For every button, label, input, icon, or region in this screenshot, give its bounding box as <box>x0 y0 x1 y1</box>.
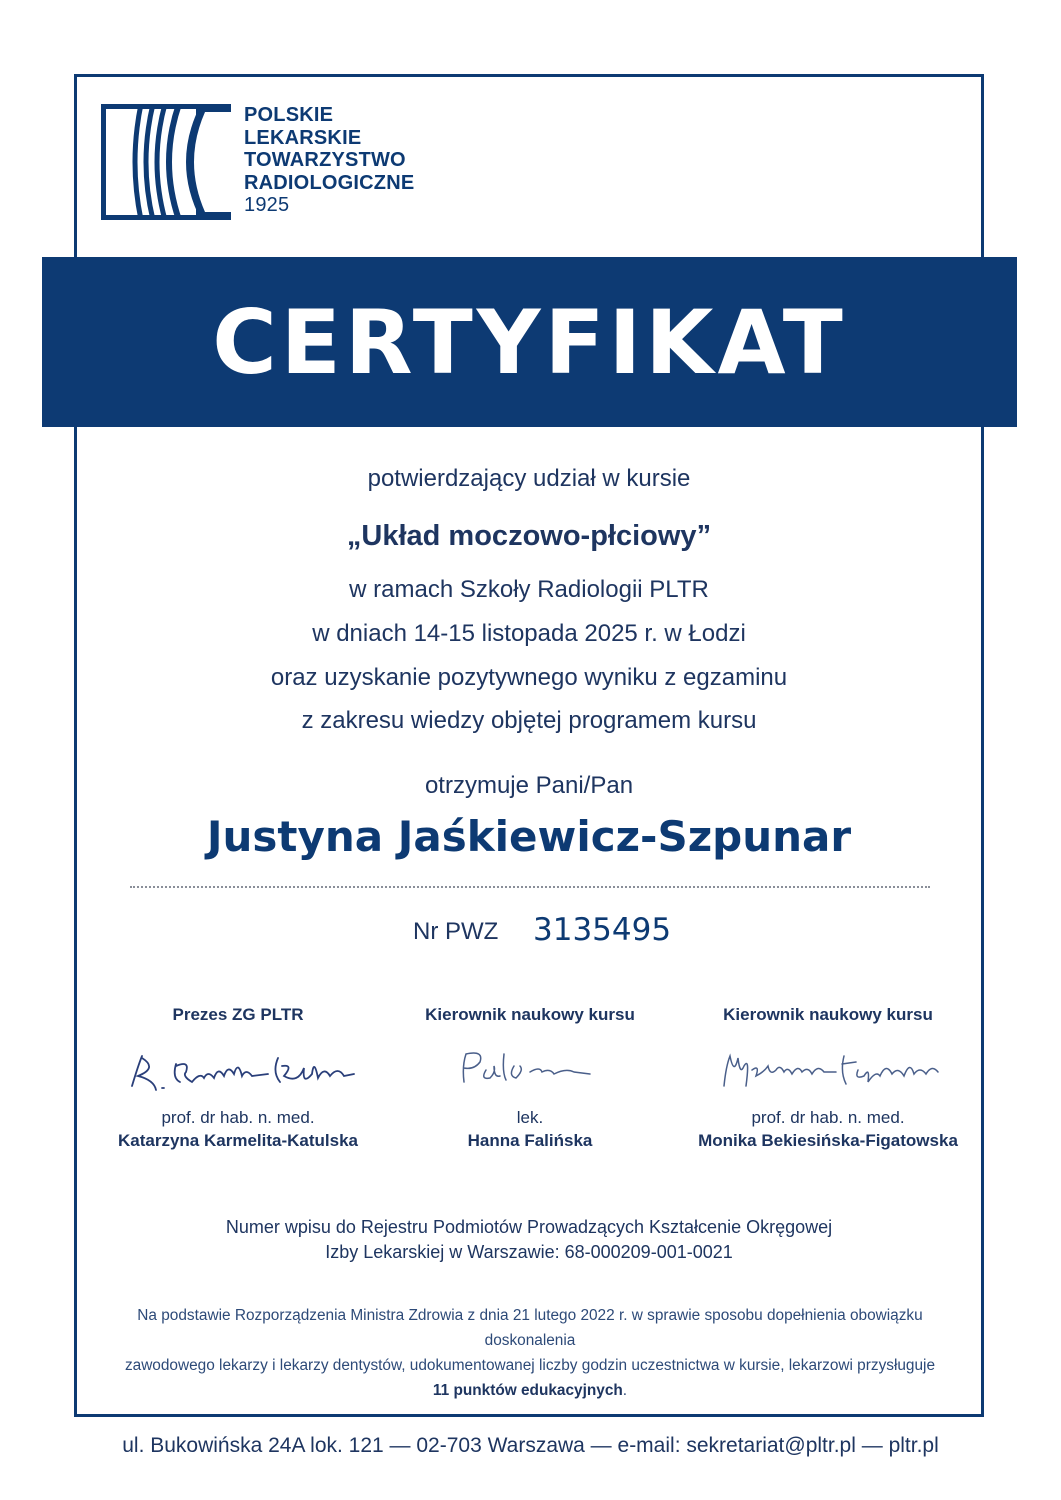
signatory-name: Monika Bekiesińska-Figatowska <box>698 1131 958 1150</box>
registry-line: Numer wpisu do Rejestru Podmiotów Prowadzących Kształcenie Okręgowej <box>225 1217 833 1237</box>
signature-image <box>678 1025 978 1107</box>
org-name-line: LEKARSKIE <box>244 126 362 149</box>
registry-info <box>74 1215 984 1265</box>
course-detail-line: w dniach 14-15 listopada 2025 r. w Łodzi <box>312 620 746 647</box>
org-name-line: TOWARZYSTWO <box>244 149 406 171</box>
signatory-role: Kierownik naukowy kursu <box>723 1005 933 1024</box>
signature-image <box>88 1025 388 1107</box>
legal-line: zawodowego lekarzy i lekarzy dentystów, udokumentowanej liczby godzin uczestnictwa w kursie, lekarzowi przysługuje <box>124 1357 936 1374</box>
signatory-role: Prezes ZG PLTR <box>172 1005 304 1024</box>
education-points: 11 punktów edukacyjnych <box>432 1382 623 1399</box>
pwz-number: 3135495 <box>533 912 672 948</box>
certificate-title: CERTYFIKAT <box>212 290 847 394</box>
org-founding-year: 1925 <box>244 194 290 216</box>
signatory-block <box>88 1005 388 1153</box>
signatory-role: Kierownik naukowy kursu <box>425 1005 635 1024</box>
points-suffix: . <box>622 1382 628 1399</box>
signatory-name: Katarzyna Karmelita-Katulska <box>118 1131 358 1150</box>
signatory-title: lek. <box>516 1108 544 1127</box>
course-detail-line: w ramach Szkoły Radiologii PLTR <box>349 576 709 603</box>
recipient-intro: otrzymuje Pani/Pan <box>424 772 634 799</box>
signatory-block <box>380 1005 680 1153</box>
legal-line: Na podstawie Rozporządzenia Ministra Zdrowia z dnia 21 lutego 2022 r. w sprawie sposobu dopełnienia obowiązku doskonalenia <box>137 1307 923 1349</box>
course-detail-line: oraz uzyskanie pozytywnego wyniku z egzaminu <box>270 664 788 691</box>
dotted-divider <box>130 886 930 888</box>
org-name-line: POLSKIE <box>244 104 334 126</box>
recipient-name: Justyna Jaśkiewicz-Szpunar <box>206 812 852 861</box>
course-name: „Układ moczowo-płciowy” <box>346 520 712 552</box>
registry-line: Izby Lekarskiej w Warszawie: 68-000209-001-0021 <box>325 1242 733 1262</box>
org-name-line: RADIOLOGICZNE <box>244 171 415 194</box>
intro-text: potwierdzający udział w kursie <box>367 465 691 492</box>
legal-points-line <box>100 1378 960 1403</box>
title-banner <box>42 257 1017 427</box>
pwz-label: Nr PWZ <box>413 918 499 945</box>
pltr-logo-icon <box>101 104 231 220</box>
signatory-title: prof. dr hab. n. med. <box>751 1108 905 1127</box>
legal-notice <box>100 1303 960 1403</box>
organization-name <box>244 104 414 217</box>
course-detail-line: z zakresu wiedzy objętej programem kursu <box>301 707 757 734</box>
signature-image <box>380 1025 680 1107</box>
signatory-block <box>678 1005 978 1153</box>
signatory-name: Hanna Falińska <box>467 1131 593 1150</box>
signatory-title: prof. dr hab. n. med. <box>161 1108 315 1127</box>
footer-address: ul. Bukowińska 24A lok. 121 — 02-703 Warszawa — e-mail: sekretariat@pltr.pl — pltr.pl <box>122 1434 939 1457</box>
